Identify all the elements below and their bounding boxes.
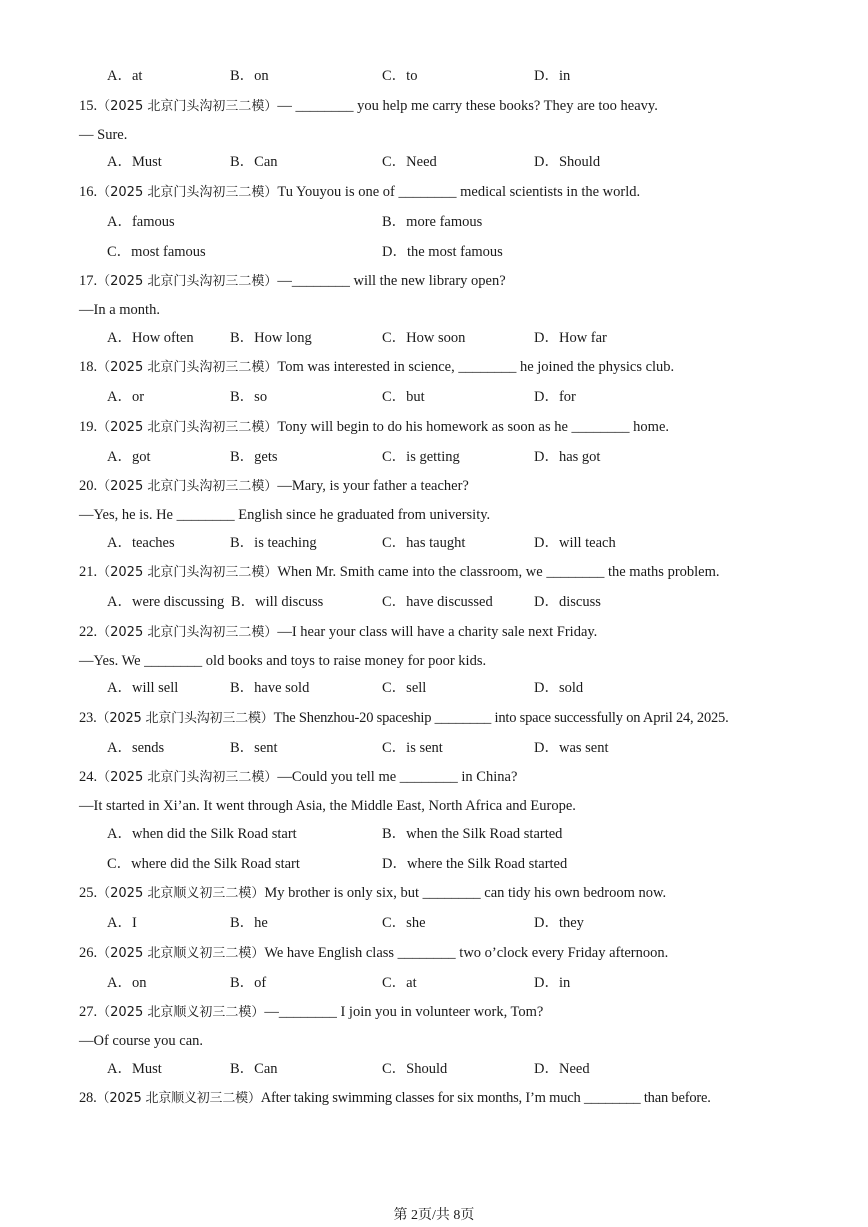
option-a: A．when did the Silk Road start (107, 826, 297, 842)
option-a: A．How often (107, 330, 194, 346)
option-c: C．to (382, 68, 418, 84)
option-d: D．has got (534, 449, 601, 465)
question-text: Tom was interested in science, ________ he joined the physics club. (277, 359, 675, 375)
question-number: 27. (79, 1004, 98, 1020)
question-number: 20. (79, 478, 98, 494)
option-a: A．at (107, 68, 143, 84)
option-d: D．discuss (534, 594, 601, 610)
option-c: C．sell (382, 680, 427, 696)
option-c: C．she (382, 915, 426, 931)
question-source: （2025 北京门头沟初三二模） (97, 625, 278, 640)
option-d: D．will teach (534, 535, 616, 551)
option-a: A．teaches (107, 535, 175, 551)
option-d: D．they (534, 915, 584, 931)
q17-options (0, 329, 868, 347)
question-19 (79, 418, 669, 437)
option-d: D．was sent (534, 740, 609, 756)
option-a: A．got (107, 449, 151, 465)
option-d: D．in (534, 975, 571, 991)
option-c: C．most famous (107, 244, 206, 260)
question-number: 18. (79, 359, 98, 375)
option-c: C．have discussed (382, 594, 493, 610)
q21-options (0, 593, 868, 611)
question-number: 24. (79, 769, 98, 785)
q24-options-row1 (0, 825, 868, 843)
option-a: A．will sell (107, 680, 179, 696)
option-b: B．gets (230, 449, 278, 465)
question-number: 21. (79, 564, 98, 580)
question-24-reply: —It started in Xi’an. It went through Asia, the Middle East, North Africa and Europe. (79, 798, 576, 814)
q26-options (0, 974, 868, 992)
question-source: （2025 北京门头沟初三二模） (97, 565, 278, 580)
option-c: C．has taught (382, 535, 466, 551)
question-27-reply: —Of course you can. (79, 1033, 204, 1049)
q16-options-row1 (0, 213, 868, 231)
page-footer: 第 2页/共 8页 (393, 1208, 475, 1223)
q24-options-row2 (0, 855, 868, 873)
option-b: B．will discuss (231, 594, 324, 610)
option-b: B．he (230, 915, 268, 931)
question-source: （2025 北京顺义初三二模） (97, 1005, 265, 1020)
question-text: — ________ you help me carry these books? They are too heavy. (277, 98, 658, 114)
question-text: After taking swimming classes for six months, I’m much ________ than before. (260, 1090, 711, 1106)
option-c: C．is sent (382, 740, 443, 756)
question-number: 26. (79, 945, 98, 961)
option-b: B．on (230, 68, 269, 84)
q27-options (0, 1060, 868, 1078)
q16-options-row2 (0, 243, 868, 261)
question-source: （2025 北京门头沟初三二模） (97, 420, 278, 435)
option-a: A．or (107, 389, 145, 405)
question-21 (79, 563, 720, 582)
question-text: —________ I join you in volunteer work, Tom? (264, 1004, 544, 1020)
question-source: （2025 北京门头沟初三二模） (97, 185, 278, 200)
question-source: （2025 北京门头沟初三二模） (97, 479, 278, 494)
q15-options (0, 153, 868, 171)
option-c: C．is getting (382, 449, 460, 465)
option-a: A．Must (107, 1061, 162, 1077)
question-text: Tony will begin to do his homework as soon as he ________ home. (277, 419, 669, 435)
option-a: A．Must (107, 154, 162, 170)
q19-options (0, 448, 868, 466)
question-text: When Mr. Smith came into the classroom, we ________ the maths problem. (277, 564, 720, 580)
option-d: D．for (534, 389, 576, 405)
q20-options (0, 534, 868, 552)
question-source: （2025 北京门头沟初三二模） (97, 274, 278, 289)
question-number: 22. (79, 624, 98, 640)
option-b: B．when the Silk Road started (382, 826, 563, 842)
q14-options (0, 67, 868, 85)
option-b: B．How long (230, 330, 312, 346)
question-24 (79, 768, 517, 787)
option-d: D．in (534, 68, 571, 84)
question-text: My brother is only six, but ________ can tidy his own bedroom now. (264, 885, 667, 901)
question-text: The Shenzhou-20 spaceship ________ into space successfully on April 24, 2025. (273, 710, 729, 726)
q25-options (0, 914, 868, 932)
question-number: 15. (79, 98, 98, 114)
question-source: （2025 北京门头沟初三二模） (96, 711, 274, 726)
option-c: C．but (382, 389, 425, 405)
option-d: D．Need (534, 1061, 590, 1077)
option-a: A．were discussing (107, 594, 225, 610)
question-17 (79, 272, 506, 291)
question-16 (79, 183, 640, 202)
option-c: C．Need (382, 154, 437, 170)
question-text: —I hear your class will have a charity sale next Friday. (277, 624, 598, 640)
question-number: 19. (79, 419, 98, 435)
question-22-reply: —Yes. We ________ old books and toys to raise money for poor kids. (79, 653, 487, 669)
option-b: B．more famous (382, 214, 483, 230)
question-17-reply: —In a month. (79, 302, 160, 318)
question-source: （2025 北京门头沟初三二模） (97, 99, 278, 114)
option-d: D．Should (534, 154, 601, 170)
option-a: A．sends (107, 740, 165, 756)
option-b: B．sent (230, 740, 278, 756)
option-c: C．at (382, 975, 417, 991)
option-b: B．Can (230, 154, 278, 170)
question-text: We have English class ________ two o’clock every Friday afternoon. (264, 945, 669, 961)
q22-options (0, 679, 868, 697)
question-text: Tu Youyou is one of ________ medical scientists in the world. (277, 184, 641, 200)
question-15-reply: — Sure. (79, 127, 128, 143)
question-number: 28. (79, 1090, 97, 1106)
q23-options (0, 739, 868, 757)
question-26 (79, 944, 668, 963)
option-b: B．of (230, 975, 267, 991)
option-a: A．on (107, 975, 147, 991)
option-c: C．where did the Silk Road start (107, 856, 300, 872)
question-number: 23. (79, 710, 97, 726)
question-source: （2025 北京门头沟初三二模） (97, 360, 278, 375)
question-20 (79, 477, 469, 496)
option-b: B．have sold (230, 680, 310, 696)
option-a: A．I (107, 915, 137, 931)
question-source: （2025 北京顺义初三二模） (97, 946, 265, 961)
option-d: D．How far (534, 330, 607, 346)
option-a: A．famous (107, 214, 175, 230)
question-20-reply: —Yes, he is. He ________ English since he graduated from university. (79, 507, 491, 523)
question-number: 25. (79, 885, 98, 901)
question-text: —Mary, is your father a teacher? (277, 478, 469, 494)
question-source: （2025 北京门头沟初三二模） (97, 770, 278, 785)
question-25 (79, 884, 666, 903)
option-c: C．Should (382, 1061, 448, 1077)
question-number: 17. (79, 273, 98, 289)
question-number: 16. (79, 184, 98, 200)
question-22 (79, 623, 597, 642)
question-28 (79, 1089, 711, 1108)
option-b: B．Can (230, 1061, 278, 1077)
question-text: —________ will the new library open? (277, 273, 506, 289)
option-b: B．so (230, 389, 268, 405)
question-source: （2025 北京顺义初三二模） (96, 1091, 261, 1106)
question-27 (79, 1003, 543, 1022)
q18-options (0, 388, 868, 406)
option-b: B．is teaching (230, 535, 317, 551)
question-23 (79, 709, 729, 728)
option-d: D．where the Silk Road started (382, 856, 568, 872)
option-c: C．How soon (382, 330, 466, 346)
option-d: D．sold (534, 680, 584, 696)
question-text: —Could you tell me ________ in China? (277, 769, 518, 785)
option-d: D．the most famous (382, 244, 503, 260)
question-15 (79, 97, 658, 116)
question-source: （2025 北京顺义初三二模） (97, 886, 265, 901)
question-18 (79, 358, 674, 377)
